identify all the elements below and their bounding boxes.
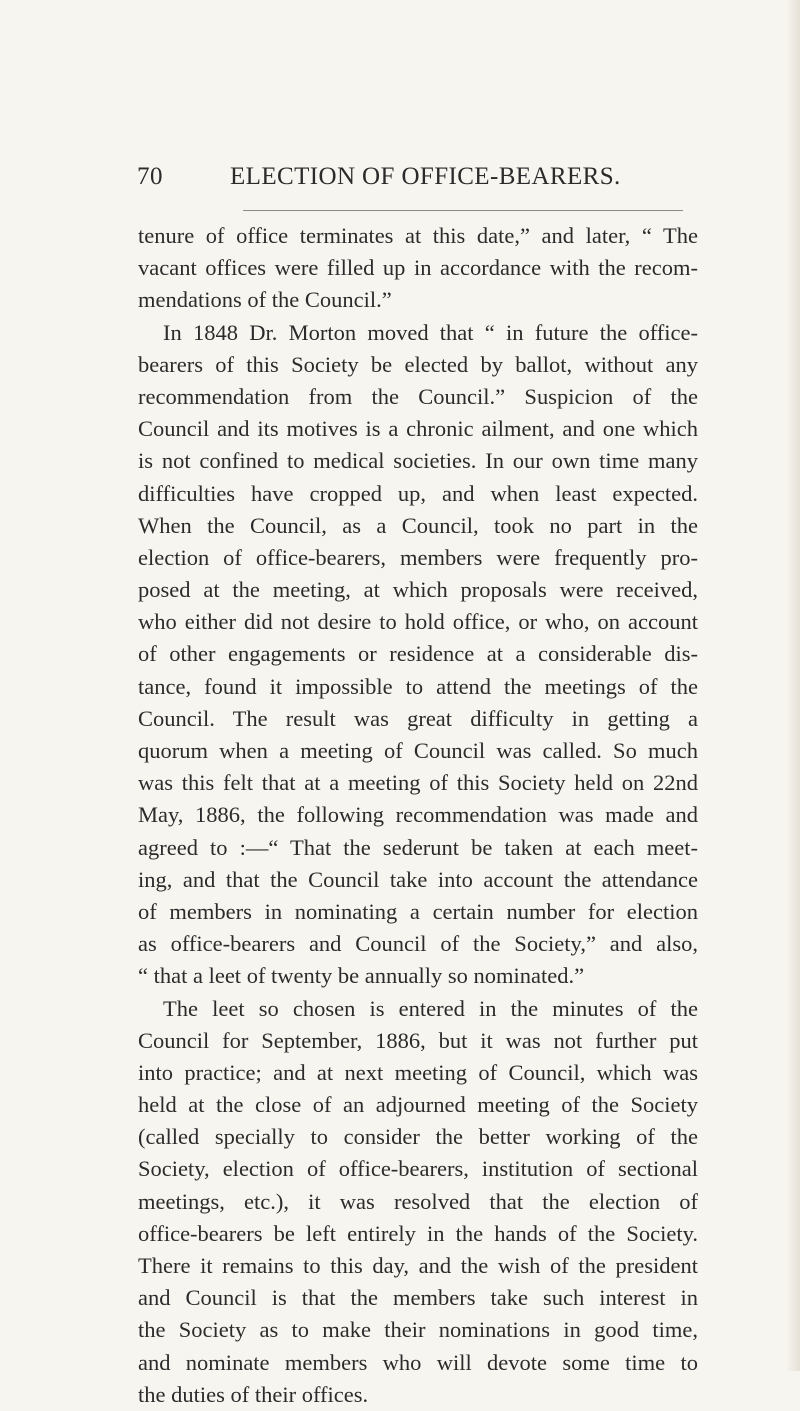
text-line: May, 1886, the following recommendation was made and [138, 802, 698, 828]
text-line: held at the close of an adjourned meeting of the Society [138, 1092, 698, 1118]
text-line: mendations of the Council.” [138, 287, 392, 313]
running-title: ELECTION OF OFFICE-BEARERS. [230, 163, 621, 190]
text-line: the duties of their offices. [138, 1381, 369, 1407]
text-line: tance, found it impossible to attend the meetings of the [138, 673, 698, 699]
text-line: into practice; and at next meeting of Council, which was [138, 1059, 698, 1085]
text-line: and nominate members who will devote some time to [138, 1349, 698, 1375]
text-line: recommendation from the Council.” Suspicion of the [138, 383, 698, 409]
text-line: (called specially to consider the better working of the [138, 1124, 698, 1150]
text-line: Council for September, 1886, but it was not further put [138, 1027, 698, 1053]
text-line: meetings, etc.), it was resolved that the election of [138, 1188, 698, 1214]
text-line: tenure of office terminates at this date,” and later, “ The [138, 223, 698, 248]
text-line: of other engagements or residence at a considerable dis- [138, 641, 698, 667]
text-line: When the Council, as a Council, took no part in the [138, 512, 698, 538]
text-line: quorum when a meeting of Council was called. So much [138, 738, 698, 763]
page-number: 70 [137, 163, 163, 190]
text-line: bearers of this Society be elected by ballot, without any [138, 351, 698, 377]
text-line: office-bearers be left entirely in the hands of the Society. [138, 1220, 698, 1246]
text-line: who either did not desire to hold office, or who, on account [138, 609, 698, 635]
text-line: “ that a leet of twenty be annually so nominated.” [138, 963, 585, 989]
text-line: agreed to :—“ That the sederunt be taken at each meet- [138, 834, 698, 860]
text-line: difficulties have cropped up, and when least expected. [138, 480, 698, 506]
text-line: Council and its motives is a chronic ailment, and one which [138, 416, 698, 442]
text-line: is not confined to medical societies. In our own time many [138, 448, 698, 474]
text-line: vacant offices were filled up in accordance with the recom- [138, 255, 698, 281]
text-line: The leet so chosen is entered in the minutes of the [163, 995, 698, 1021]
text-line: election of office-bearers, members were frequently pro- [138, 544, 698, 570]
text-line: as office-bearers and Council of the Society,” and also, [138, 931, 698, 957]
text-line: Council. The result was great difficulty in getting a [138, 705, 698, 731]
text-line: of members in nominating a certain number for election [138, 898, 698, 924]
body-text [138, 220, 698, 1411]
header-rule [243, 210, 683, 211]
text-line: There it remains to this day, and the wish of the president [138, 1253, 698, 1278]
text-line: the Society as to make their nominations in good time, [138, 1317, 698, 1343]
text-line: In 1848 Dr. Morton moved that “ in future the office- [163, 319, 698, 345]
page-edge-shading [786, 0, 800, 1371]
running-head [137, 163, 695, 197]
text-line: and Council is that the members take such interest in [138, 1285, 698, 1311]
text-line: ing, and that the Council take into account the attendance [138, 866, 698, 892]
text-line: Society, election of office-bearers, institution of sectional [138, 1156, 698, 1182]
text-line: was this felt that at a meeting of this Society held on 22nd [138, 770, 698, 796]
text-line: posed at the meeting, at which proposals were received, [138, 577, 698, 603]
